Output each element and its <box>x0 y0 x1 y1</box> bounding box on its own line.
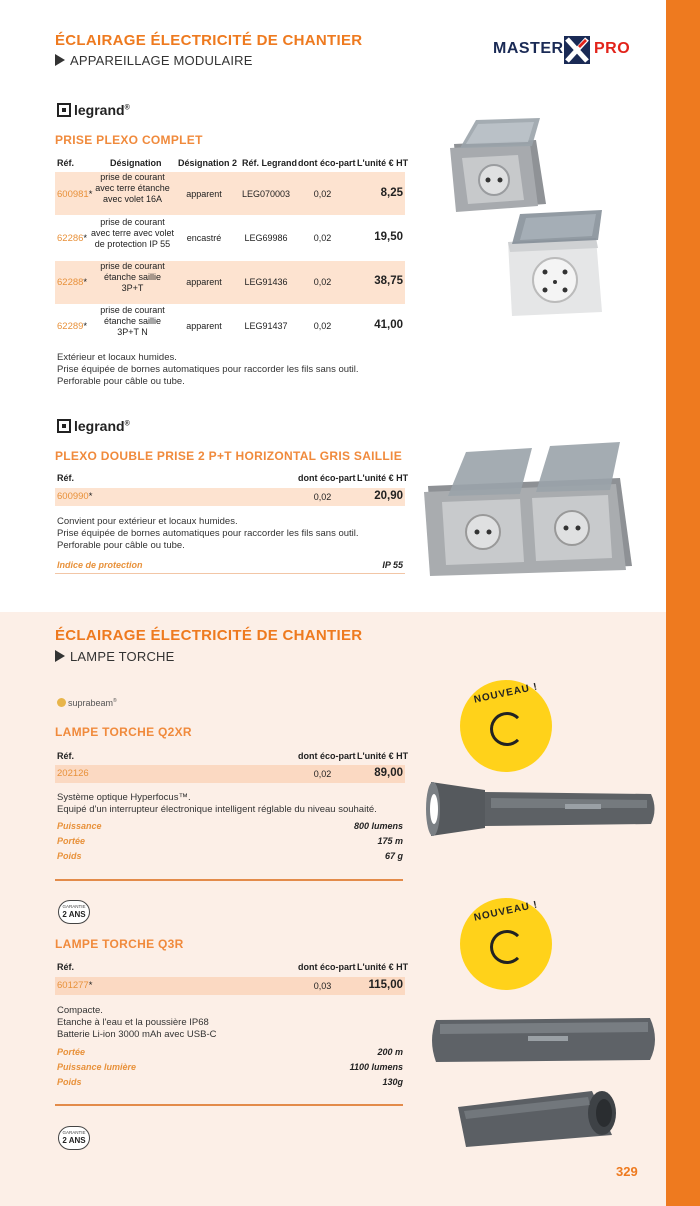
product-description: Convient pour extérieur et locaux humides. Prise équipée de bornes automatiques pour raccorder les fils sans outil. Perforable pour câble ou tube. <box>57 516 359 551</box>
logo-master-text: MASTER <box>493 40 564 57</box>
garantie-badge: GARANTIE 2 ANS <box>58 900 90 924</box>
subcategory-title <box>55 53 253 68</box>
divider <box>55 573 405 574</box>
col-header-ref-legrand: Réf. Legrand <box>242 158 298 168</box>
col-header-price: L'unité € HT <box>357 473 409 483</box>
table-row-designation: prise de courant avec terre avec volet de protection IP 55 <box>90 217 175 249</box>
table-row-ref-legrand: LEG91437 <box>244 321 288 331</box>
table-row-ref-legrand: LEG91436 <box>244 277 288 287</box>
logo-pro-text: PRO <box>594 40 631 57</box>
col-header-designation: Désignation <box>110 158 162 168</box>
spec-value: 200 m <box>377 1047 403 1057</box>
spec-label: Poids <box>57 851 82 861</box>
legrand-logo: legrand® <box>57 102 130 118</box>
triangle-icon <box>55 650 65 662</box>
product-title-q2xr: LAMPE TORCHE Q2XR <box>55 725 192 739</box>
nouveau-badge <box>460 898 552 990</box>
table-row-eco: 0,02 <box>313 189 332 199</box>
table-row-ref-legrand: LEG69986 <box>244 233 288 243</box>
orange-side-stripe <box>666 0 700 1206</box>
nouveau-c-icon <box>490 712 524 746</box>
table-row-eco: 0,03 <box>313 981 332 991</box>
nouveau-label: NOUVEAU ! <box>473 899 539 924</box>
table-row-designation2: apparent <box>186 321 222 331</box>
table-row-price: 41,00 <box>374 319 403 331</box>
plexo-double-socket-image <box>420 438 640 578</box>
col-header-ref: Réf. <box>57 751 75 761</box>
nouveau-badge <box>460 680 552 772</box>
table-row-price: 115,00 <box>368 979 403 991</box>
orange-divider <box>55 879 403 881</box>
plexo-3p-socket-image <box>500 208 610 320</box>
spec-value: 175 m <box>377 836 403 846</box>
suprabeam-logo: suprabeam® <box>57 698 117 708</box>
legrand-mark-icon <box>57 419 71 433</box>
subcategory-title <box>55 649 175 664</box>
nouveau-c-icon <box>490 930 524 964</box>
col-header-eco-part: dont éco-part <box>298 158 356 168</box>
spec-value: 67 g <box>384 851 403 861</box>
table-row-price: 19,50 <box>374 231 403 243</box>
table-row-designation: prise de courant étanche saillie 3P+T <box>100 261 165 293</box>
plexo-socket-image <box>440 118 550 216</box>
col-header-price: L'unité € HT <box>357 751 409 761</box>
legrand-logo: legrand® <box>57 418 130 434</box>
table-row-ref[interactable]: 601277* <box>57 980 93 991</box>
spec-label: Puissance lumière <box>57 1062 137 1072</box>
spec-value: 130g <box>382 1077 403 1087</box>
page-number: 329 <box>616 1164 638 1179</box>
col-header-ref: Réf. <box>57 473 75 483</box>
subcategory-label: LAMPE TORCHE <box>70 649 175 664</box>
category-title: ÉCLAIRAGE ÉLECTRICITÉ DE CHANTIER <box>55 32 363 49</box>
spec-label: Indice de protection <box>57 560 143 570</box>
col-header-price: L'unité € HT <box>357 962 409 972</box>
table-row-price: 8,25 <box>380 187 403 199</box>
table-row-ref[interactable]: 600981* <box>57 189 93 200</box>
torch-q2xr-image <box>425 774 660 844</box>
table-row-ref-legrand: LEG070003 <box>241 189 291 199</box>
triangle-icon <box>55 54 65 66</box>
product-title-plexo-complet: PRISE PLEXO COMPLET <box>55 133 203 147</box>
suprabeam-mark-icon <box>57 698 66 707</box>
legrand-brand-text: legrand <box>74 102 125 118</box>
table-row-eco: 0,02 <box>313 321 332 331</box>
suprabeam-brand-text: suprabeam <box>68 698 114 708</box>
col-header-eco-part: dont éco-part <box>298 473 356 483</box>
orange-divider <box>55 1104 403 1106</box>
col-header-designation2: Désignation 2 <box>178 158 238 168</box>
spec-label: Poids <box>57 1077 82 1087</box>
category-title: ÉCLAIRAGE ÉLECTRICITÉ DE CHANTIER <box>55 627 363 644</box>
spec-value: 1100 lumens <box>349 1062 403 1072</box>
spec-label: Puissance <box>57 821 102 831</box>
table-row-eco: 0,02 <box>313 233 332 243</box>
table-row-designation: prise de courant avec terre étanche avec volet 16A <box>95 172 170 204</box>
table-row-price: 38,75 <box>374 275 403 287</box>
table-row-price: 20,90 <box>374 490 403 502</box>
table-row-ref[interactable]: 62289* <box>57 321 88 332</box>
product-title-q3r: LAMPE TORCHE Q3R <box>55 937 184 951</box>
torch-q3r-angle-image <box>452 1085 622 1155</box>
table-row-ref[interactable]: 62286* <box>57 233 88 244</box>
product-title-plexo-double: PLEXO DOUBLE PRISE 2 P+T HORIZONTAL GRIS SAILLIE <box>55 449 402 463</box>
spec-label: Portée <box>57 1047 86 1057</box>
subcategory-label: APPAREILLAGE MODULAIRE <box>70 53 253 68</box>
table-row-price: 89,00 <box>374 767 403 779</box>
table-row-eco: 0,02 <box>313 492 332 502</box>
spec-value: 800 lumens <box>353 821 403 831</box>
product-description: Système optique Hyperfocus™. Equipé d'un interrupteur électronique intelligent réglable du niveau souhaité. <box>57 792 377 815</box>
table-row-designation: prise de courant étanche saillie 3P+T N <box>100 305 165 337</box>
nouveau-label: NOUVEAU ! <box>473 681 539 706</box>
table-row-eco: 0,02 <box>313 277 332 287</box>
table-row-eco: 0,02 <box>313 769 332 779</box>
product-description: Compacte. Etanche à l'eau et la poussière IP68 Batterie Li-ion 3000 mAh avec USB-C <box>57 1005 217 1040</box>
col-header-eco-part: dont éco-part <box>298 962 356 972</box>
product-description: Extérieur et locaux humides. Prise équipée de bornes automatiques pour raccorder les fils sans outil. Perforable pour câble ou tube. <box>57 352 359 387</box>
masterpro-logo <box>493 36 638 64</box>
table-row-designation2: apparent <box>186 277 222 287</box>
torch-q3r-image <box>428 1010 663 1070</box>
col-header-ref: Réf. <box>57 962 75 972</box>
col-header-eco-part: dont éco-part <box>298 751 356 761</box>
table-row-designation2: encastré <box>186 233 222 243</box>
col-header-ref: Réf. <box>57 158 75 168</box>
spec-label: Portée <box>57 836 86 846</box>
col-header-price: L'unité € HT <box>357 158 409 168</box>
table-row-designation2: apparent <box>186 189 222 199</box>
legrand-mark-icon <box>57 103 71 117</box>
table-row-ref[interactable]: 202126 <box>57 768 89 779</box>
spec-value: IP 55 <box>382 560 403 570</box>
table-row-ref[interactable]: 600990* <box>57 491 93 502</box>
table-row-ref[interactable]: 62288* <box>57 277 88 288</box>
logo-cross-icon <box>564 36 590 64</box>
legrand-brand-text: legrand <box>74 418 125 434</box>
garantie-badge: GARANTIE 2 ANS <box>58 1126 90 1150</box>
